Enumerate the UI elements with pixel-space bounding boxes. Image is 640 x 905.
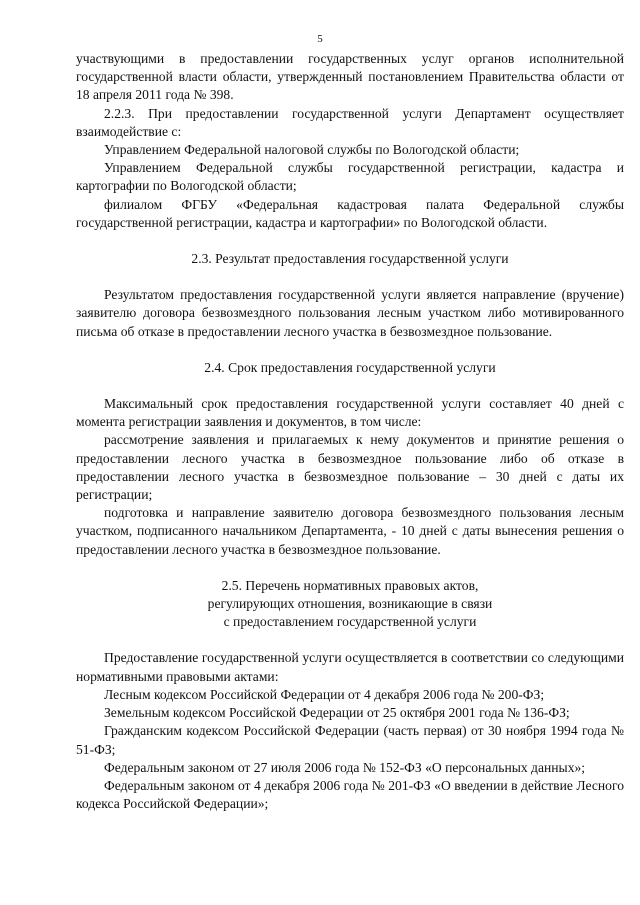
- list-item: Гражданским кодексом Российской Федерации (часть первая) от 30 ноября 1994 года № 51-ФЗ;: [76, 723, 624, 757]
- section-heading-2-5-line-2: регулирующих отношения, возникающие в связи: [207, 596, 493, 612]
- section-heading-2-5-line-3: с предоставлением государственной услуги: [223, 614, 477, 630]
- list-item: Лесным кодексом Российской Федерации от 4 декабря 2006 года № 200-ФЗ;: [104, 686, 545, 702]
- paragraph: Предоставление государственной услуги осуществляется в соответствии со следующими нормативными правовыми актами:: [76, 650, 624, 684]
- document-body: [76, 50, 624, 813]
- list-item: Федеральным законом от 27 июля 2006 года № 152-ФЗ «О персональных данных»;: [104, 759, 586, 775]
- intro-paragraph: участвующими в предоставлении государственных услуг органов исполнительной государственной власти области, утвержденный постановлением Правительства области от 18 апреля 2011 года № 398.: [76, 51, 624, 103]
- list-item: Управлением Федеральной налоговой службы по Вологодской области;: [104, 142, 520, 158]
- list-item: Управлением Федеральной службы государственной регистрации, кадастра и картографии по Вологодской области;: [76, 160, 624, 194]
- paragraph: рассмотрение заявления и прилагаемых к нему документов и принятие решения о предоставлении лесного участка в безвозмездное пользование либо об отказе в предоставлении лесного участка в безвозмездное пользование – 30 дней с даты их регистрации;: [76, 432, 624, 503]
- section-heading-2-4: 2.4. Срок предоставления государственной услуги: [204, 359, 496, 375]
- paragraph: подготовка и направление заявителю договора безвозмездного пользования лесным участком, подписанного начальником Департамента, - 10 дней с даты вынесения решения о предоставлении лесного участка в безвозмездное пользование.: [76, 505, 624, 557]
- clause-2-2-3: 2.2.3. При предоставлении государственной услуги Департамент осуществляет взаимодействие с:: [76, 105, 624, 139]
- list-item: филиалом ФГБУ «Федеральная кадастровая палата Федеральной службы государственной регистрации, кадастра и картографии» по Вологодской области.: [76, 196, 624, 230]
- section-heading-2-3: 2.3. Результат предоставления государственной услуги: [191, 251, 509, 267]
- paragraph: Результатом предоставления государственной услуги является направление (вручение) заявителю договора безвозмездного пользования лесным участком либо мотивированного письма об отказе в предоставлении лесного участка в безвозмездное пользование.: [76, 287, 624, 339]
- section-heading-2-5-line-1: 2.5. Перечень нормативных правовых актов,: [221, 577, 479, 593]
- list-item: Земельным кодексом Российской Федерации от 25 октября 2001 года № 136-ФЗ;: [104, 705, 570, 721]
- paragraph: Максимальный срок предоставления государственной услуги составляет 40 дней с момента регистрации заявления и документов, в том числе:: [76, 396, 624, 430]
- page-number: 5: [317, 33, 323, 45]
- list-item: Федеральным законом от 4 декабря 2006 года № 201-ФЗ «О введении в действие Лесного кодекса Российской Федерации»;: [76, 777, 624, 812]
